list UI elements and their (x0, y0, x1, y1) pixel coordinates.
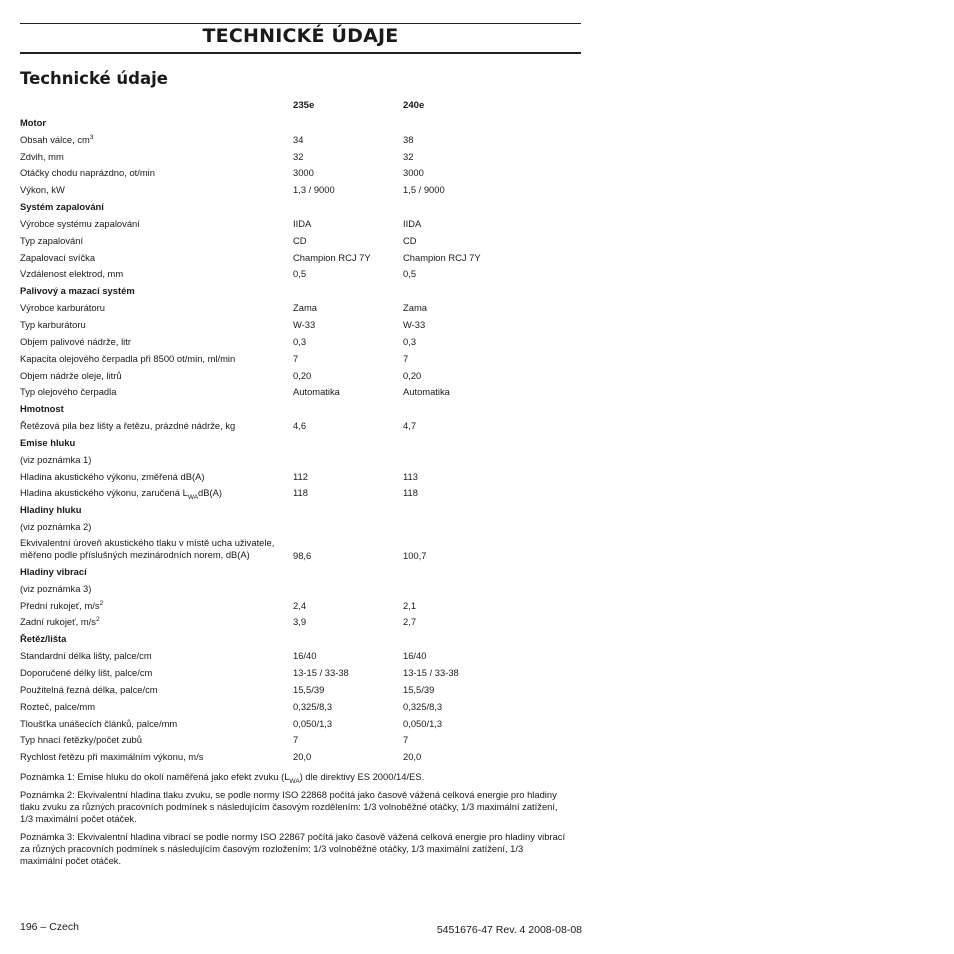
spec-label: Ekvivalentní úroveň akustického tlaku v místě ucha uživatele, měřeno podle příslušných mezinárodních norem, dB(A) (20, 536, 275, 560)
spec-label: Rozteč, palce/mm (20, 700, 96, 712)
spec-value-240e: 16/40 (403, 650, 427, 662)
spec-value-235e: Zama (293, 302, 317, 314)
spec-label: Typ olejového čerpadla (20, 386, 117, 398)
note-1: Poznámka 1: Emise hluku do okolí naměřená jako efekt zvuku $(L_{WA})$ dle direktivy ES 2000/14/ES. (20, 771, 425, 785)
spec-row (20, 266, 590, 283)
spec-value-240e: 0,3 (403, 335, 417, 347)
spec-value-235e: 20,0 (293, 751, 312, 763)
spec-label: Výrobce karburátoru (20, 302, 105, 314)
document-reference: 5451676-47 Rev. 4 2008-08-08 (436, 924, 582, 936)
spec-label: Objem palivové nádrže, litr (20, 335, 131, 347)
spec-value-235e: 2,4 (293, 599, 307, 611)
spec-section-header (20, 199, 590, 216)
spec-section-header (20, 401, 590, 418)
spec-label: (viz poznámka 3) (20, 582, 92, 594)
spec-label: Typ hnací řetězky/počet zubů (20, 734, 142, 746)
spec-label: Tloušťka unášecích článků, palce/mm (20, 717, 178, 729)
model-header-row (20, 98, 590, 115)
spec-value-240e: 113 (403, 470, 418, 482)
spec-row (20, 165, 590, 182)
spec-label: Použitelná řezná délka, palce/cm (20, 683, 158, 695)
spec-label: Doporučené délky lišt, palce/cm (20, 667, 153, 678)
spec-value-235e: 0,3 (293, 335, 307, 347)
section-title: Technické údaje (20, 69, 168, 88)
spec-value-240e: 0,5 (403, 268, 417, 280)
spec-label: (viz poznámka 1) (20, 453, 92, 465)
spec-section-header (20, 631, 590, 648)
spec-row (20, 182, 590, 199)
header-top-rule (20, 23, 581, 24)
spec-value-235e: 1,3 / 9000 (293, 184, 335, 196)
spec-row (20, 384, 590, 401)
spec-row (20, 233, 590, 250)
spec-row (20, 716, 590, 733)
spec-section-header (20, 283, 590, 300)
spec-label: (viz poznámka 2) (20, 521, 92, 533)
spec-value-235e: 7 (293, 352, 299, 364)
spec-row (20, 149, 590, 166)
spec-row (20, 300, 590, 317)
spec-value-240e: IIDA (403, 217, 422, 229)
spec-value-235e: 32 (293, 150, 304, 162)
spec-label: Výkon, kW (20, 184, 65, 196)
spec-table (20, 98, 590, 766)
spec-label: Rychlost řetězu při maximálním výkonu, m/s (20, 751, 204, 763)
spec-row (20, 132, 590, 149)
spec-label: Motor (20, 116, 47, 128)
spec-value-240e: 1,5 / 9000 (403, 184, 445, 196)
spec-section-header (20, 435, 590, 452)
spec-section-header (20, 502, 590, 519)
spec-value-240e: Automatika (403, 386, 450, 398)
spec-value-240e: 0,20 (403, 369, 422, 381)
spec-value-235e: 0,20 (293, 369, 312, 381)
spec-label: Hladiny hluku (20, 504, 82, 516)
spec-value-235e: 15,5/39 (293, 683, 325, 695)
spec-value-240e: 3000 (403, 167, 424, 179)
spec-row (20, 648, 590, 665)
spec-value-240e: 2,1 (403, 599, 417, 611)
spec-label: Otáčky chodu naprázdno, ot/min (20, 167, 155, 179)
spec-row (20, 418, 590, 435)
spec-value-240e: 7 (403, 734, 409, 746)
spec-value-240e: W-33 (403, 318, 426, 330)
spec-value-240e: 7 (403, 352, 409, 364)
spec-section-header (20, 564, 590, 581)
header-bottom-rule (20, 52, 581, 54)
spec-label: Obsah válce, $cm^3$ (20, 133, 94, 145)
spec-label: Systém zapalování (20, 201, 104, 213)
spec-value-235e: IIDA (293, 217, 312, 229)
spec-section-header (20, 115, 590, 132)
spec-row (20, 536, 590, 564)
spec-value-235e: 13-15 / 33-38 (293, 667, 349, 678)
spec-label: Řetěz/lišta (20, 633, 67, 645)
spec-value-240e: 4,7 (403, 420, 417, 432)
spec-label: Přední rukojeť, $m/s^2$ (20, 599, 104, 611)
spec-value-240e: 2,7 (403, 616, 417, 628)
spec-value-235e: Champion RCJ 7Y (293, 251, 371, 263)
spec-row (20, 368, 590, 385)
spec-value-235e: 0,325/8,3 (293, 700, 333, 712)
page-number: 196 – Czech (20, 921, 79, 933)
spec-value-240e: 20,0 (403, 751, 422, 763)
note-3: Poznámka 3: Ekvivalentní hladina vibrací se podle normy ISO 22867 počítá jako časově vážená celková energie pro hladiny vibrací za různých pracovních podmínek s následujícím časovým rozložením: 1/3 volnoběžné otáčky, 1/3 maximální zatížení, 1/3 maximální počet otáček. (20, 831, 566, 866)
spec-row (20, 682, 590, 699)
spec-value-240e: 118 (403, 487, 418, 499)
spec-value-240e: Champion RCJ 7Y (403, 251, 481, 263)
spec-value-235e: W-33 (293, 318, 316, 330)
spec-row (20, 519, 590, 536)
spec-row (20, 699, 590, 716)
spec-label: Emise hluku (20, 436, 76, 448)
spec-label: Objem nádrže oleje, litrů (20, 369, 122, 381)
spec-value-240e: 100,7 (403, 549, 427, 561)
spec-value-235e: 34 (293, 133, 304, 145)
spec-value-235e: 3,9 (293, 616, 307, 628)
spec-value-235e: 0,050/1,3 (293, 717, 333, 729)
spec-label: Typ karburátoru (20, 318, 86, 330)
spec-value-235e: 7 (293, 734, 299, 746)
spec-value-240e: 13-15 / 33-38 (403, 667, 459, 678)
spec-row (20, 614, 590, 631)
spec-label: Výrobce systému zapalování (20, 217, 140, 229)
spec-row (20, 581, 590, 598)
spec-label: Zadní rukojeť, $m/s^2$ (20, 616, 100, 628)
spec-row (20, 469, 590, 486)
spec-row (20, 749, 590, 766)
spec-row (20, 317, 590, 334)
spec-label: Vzdálenost elektrod, mm (20, 268, 124, 280)
spec-label: Zapalovací svíčka (20, 251, 96, 263)
note-2: Poznámka 2: Ekvivalentní hladina tlaku zvuku, se podle normy ISO 22868 počítá jako časově vážená celková energie pro hladiny tlaku zvuku za různých pracovních podmínek s následujícím časovým rozdělením: 1/3 volnoběžné otáčky, 1/3 maximální zatížení, 1/3 maximální počet otáček. (20, 789, 558, 824)
spec-row (20, 732, 590, 749)
spec-label: Palivový a mazací systém (20, 285, 135, 297)
spec-value-235e: 98,6 (293, 549, 312, 561)
spec-row (20, 485, 590, 502)
spec-value-235e: Automatika (293, 386, 340, 398)
spec-value-240e: 0,050/1,3 (403, 717, 443, 729)
spec-label: Kapacita olejového čerpadla při 8500 ot/min, ml/min (20, 352, 236, 364)
spec-value-240e: Zama (403, 302, 427, 314)
spec-label: Hladina akustického výkonu, změřená dB(A) (20, 470, 205, 482)
spec-value-235e: CD (293, 234, 307, 246)
spec-value-235e: 3000 (293, 167, 314, 179)
spec-value-240e: CD (403, 234, 417, 246)
spec-row (20, 334, 590, 351)
spec-row (20, 351, 590, 368)
spec-label: Hladiny vibrací (20, 565, 87, 577)
spec-row (20, 216, 590, 233)
spec-label: Standardní délka lišty, palce/cm (20, 650, 152, 662)
spec-value-240e: 0,325/8,3 (403, 700, 443, 712)
spec-value-240e: 32 (403, 150, 414, 162)
spec-row (20, 665, 590, 682)
spec-value-235e: 16/40 (293, 650, 317, 662)
spec-row (20, 452, 590, 469)
spec-value-240e: 38 (403, 133, 414, 145)
spec-value-235e: 118 (293, 487, 308, 499)
spec-label: Hmotnost (20, 403, 64, 415)
spec-label: Řetězová pila bez lišty a řetězu, prázdné nádrže, kg (20, 420, 236, 432)
spec-value-235e: 4,6 (293, 420, 307, 432)
spec-label: Zdvih, mm (20, 150, 64, 162)
spec-row (20, 598, 590, 615)
notes (20, 771, 590, 873)
page-header-title: TECHNICKÉ ÚDAJE (202, 25, 399, 47)
spec-value-235e: 0,5 (293, 268, 307, 280)
spec-row (20, 250, 590, 267)
spec-label: Hladina akustického výkonu, zaručená $L_{WA}dB(A)$ (20, 487, 223, 502)
spec-value-240e: 15,5/39 (403, 683, 435, 695)
model-235e: 235e (293, 100, 315, 111)
model-240e: 240e (403, 100, 425, 111)
spec-value-235e: 112 (293, 470, 308, 482)
spec-label: Typ zapalování (20, 234, 84, 246)
